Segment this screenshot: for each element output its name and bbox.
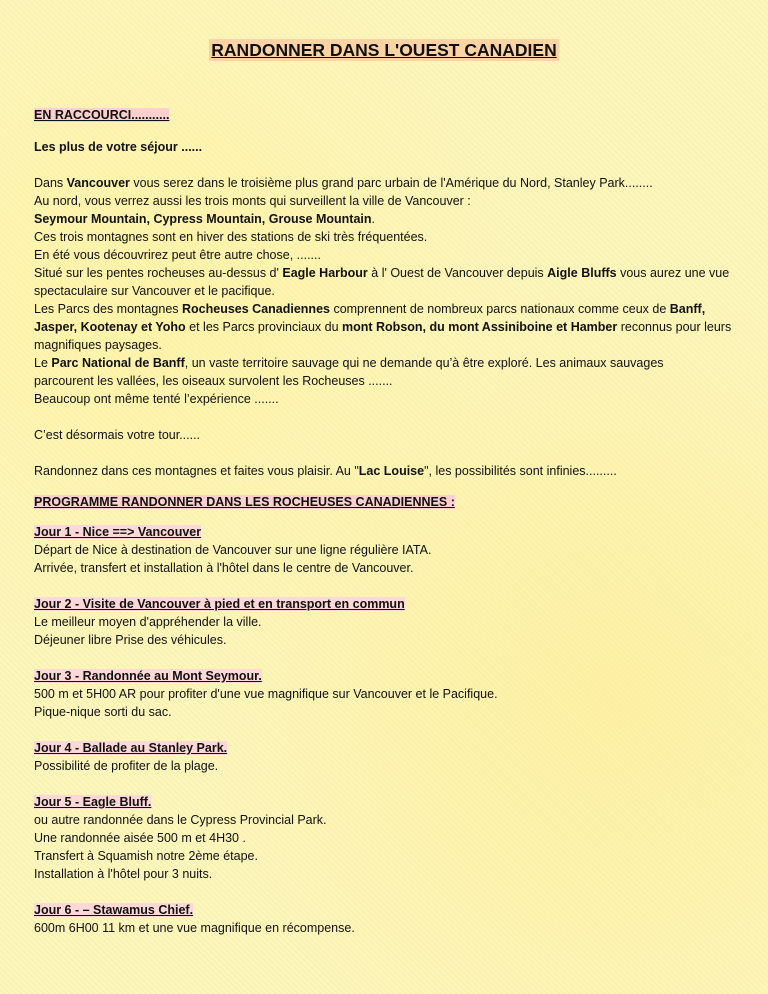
text-bold: Rocheuses Canadiennes <box>182 302 330 316</box>
text: Les Parcs des montagnes <box>34 302 182 316</box>
day-entry <box>34 793 734 883</box>
text: reconnus pour leurs <box>617 320 732 334</box>
intro-line-4: Ces trois montagnes sont en hiver des stations de ski très fréquentées. <box>34 230 428 244</box>
day-line: Une randonnée aisée 500 m et 4H30 . <box>34 831 246 845</box>
spacer <box>34 408 734 426</box>
text: Randonnez dans ces montagnes et faites vous plaisir. Au " <box>34 464 359 478</box>
text: Le <box>34 356 52 370</box>
intro-line-9 <box>34 318 734 336</box>
day-line: 600m 6H00 11 km et une vue magnifique en récompense. <box>34 921 355 935</box>
spacer <box>34 156 734 174</box>
section-raccourci-label: EN RACCOURCI........... <box>34 108 170 122</box>
day-title-label: Jour 3 - Randonnée au Mont Seymour. <box>34 669 262 683</box>
day-line: Le meilleur moyen d'appréhender la ville. <box>34 615 262 629</box>
text: Situé sur les pentes rocheuses au-dessus d' <box>34 266 283 280</box>
day-entry <box>34 595 734 649</box>
text-bold: Eagle Harbour <box>282 266 368 280</box>
day-line: Arrivée, transfert et installation à l'hôtel dans le centre de Vancouver. <box>34 561 414 575</box>
day-line: Transfert à Squamish notre 2ème étape. <box>34 849 258 863</box>
day-title <box>34 739 734 757</box>
spacer <box>34 444 734 462</box>
intro-line-8 <box>34 300 734 318</box>
intro-line-13: Beaucoup ont même tenté l’expérience ....... <box>34 392 279 406</box>
day-title <box>34 793 734 811</box>
spacer <box>34 480 734 494</box>
day-line: Départ de Nice à destination de Vancouver sur une ligne régulière IATA. <box>34 543 432 557</box>
text-bold: mont Robson, du mont Assiniboine et Hamber <box>342 320 618 334</box>
day-title-label: Jour 5 - Eagle Bluff. <box>34 795 152 809</box>
day-title <box>34 523 734 541</box>
intro-line-1 <box>34 174 734 192</box>
text-bold: Vancouver <box>66 176 130 190</box>
text: , un vaste territoire sauvage qui ne demande qu’à être exploré. Les animaux sauvages <box>184 356 664 370</box>
text: vous serez dans le troisième plus grand parc urbain de l'Amérique du Nord, Stanley Park........ <box>129 176 653 190</box>
day-title-label: Jour 2 - Visite de Vancouver à pied et en transport en commun <box>34 597 405 611</box>
intro-line-11 <box>34 354 734 372</box>
day-line: Installation à l'hôtel pour 3 nuits. <box>34 867 213 881</box>
page-title: RANDONNER DANS L'OUEST CANADIEN <box>211 40 557 60</box>
day-line: Pique-nique sorti du sac. <box>34 705 172 719</box>
day-title <box>34 667 734 685</box>
intro-line-5: En été vous découvrirez peut être autre chose, ....... <box>34 248 321 262</box>
intro-line-10: magnifiques paysages. <box>34 338 162 352</box>
intro-line-6 <box>34 264 734 282</box>
day-entry <box>34 667 734 721</box>
intro-line-14: C’est désormais votre tour...... <box>34 428 201 442</box>
day-title-label: Jour 4 - Ballade au Stanley Park. <box>34 741 228 755</box>
day-title <box>34 595 734 613</box>
section-raccourci <box>34 107 734 124</box>
section-programme <box>34 494 734 511</box>
text: et les Parcs provinciaux du <box>185 320 342 334</box>
text-bold: Aigle Bluffs <box>547 266 617 280</box>
day-entry <box>34 901 734 937</box>
text: vous aurez une vue <box>616 266 730 280</box>
text: à l' Ouest de Vancouver depuis <box>367 266 548 280</box>
intro-line-3 <box>34 210 734 228</box>
page-title-wrap <box>34 40 734 61</box>
intro-line-12: parcourent les vallées, les oiseaux survolent les Rocheuses ....... <box>34 374 393 388</box>
text: Dans <box>34 176 67 190</box>
text: comprennent de nombreux parcs nationaux comme ceux de <box>329 302 670 316</box>
intro-line-15 <box>34 462 734 480</box>
section-programme-label: PROGRAMME RANDONNER DANS LES ROCHEUSES CANADIENNES : <box>34 495 455 509</box>
plus-sejour-heading: Les plus de votre séjour ...... <box>34 140 203 154</box>
text-bold: Seymour Mountain, Cypress Mountain, Grouse Mountain <box>34 212 372 226</box>
text-bold: Parc National de Banff <box>51 356 185 370</box>
day-line: Déjeuner libre Prise des véhicules. <box>34 633 227 647</box>
text-bold: Lac Louise <box>358 464 425 478</box>
day-title-label: Jour 1 - Nice ==> Vancouver <box>34 525 202 539</box>
day-line: 500 m et 5H00 AR pour profiter d'une vue magnifique sur Vancouver et le Pacifique. <box>34 687 498 701</box>
day-entry <box>34 523 734 577</box>
day-line: Possibilité de profiter de la plage. <box>34 759 219 773</box>
day-title-label: Jour 6 - – Stawamus Chief. <box>34 903 194 917</box>
text: . <box>371 212 376 226</box>
days-list <box>34 523 734 937</box>
intro-line-2: Au nord, vous verrez aussi les trois monts qui surveillent la ville de Vancouver : <box>34 194 471 208</box>
day-line: ou autre randonnée dans le Cypress Provincial Park. <box>34 813 327 827</box>
intro-line-7: spectaculaire sur Vancouver et le pacifique. <box>34 284 275 298</box>
day-title <box>34 901 734 919</box>
text: ", les possibilités sont infinies......... <box>424 464 617 478</box>
text-bold: Banff, <box>669 302 706 316</box>
text-bold: Jasper, Kootenay et Yoho <box>34 320 186 334</box>
day-entry <box>34 739 734 775</box>
